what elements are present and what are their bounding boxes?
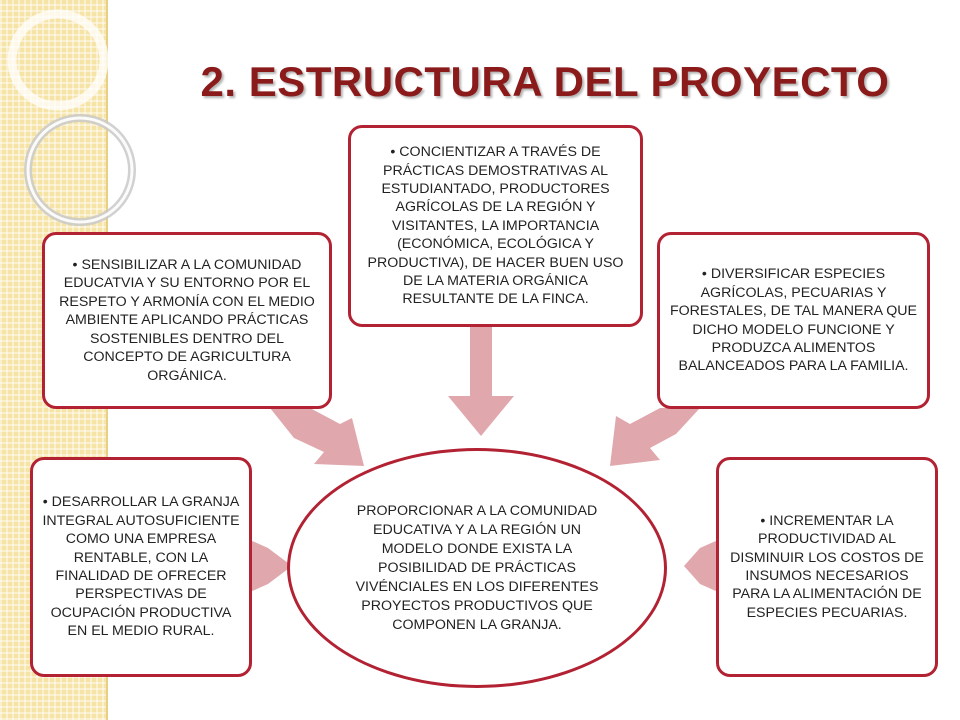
objective-text-upper-right: • DIVERSIFICAR ESPECIES AGRÍCOLAS, PECUARIAS Y FORESTALES, DE TAL MANERA QUE DICHO MODELO FUNCIONE Y PRODUZCA ALIMENTOS BALANCEADOS PARA LA FAMILIA. — [669, 266, 918, 375]
arrow-upper-left — [270, 408, 364, 466]
arrow-top — [448, 326, 514, 436]
objective-box-lower-left — [30, 457, 252, 677]
arrow-lower-right — [684, 540, 718, 592]
objective-box-upper-left — [42, 232, 332, 409]
arrow-lower-left — [250, 540, 292, 592]
slide-title: 2. ESTRUCTURA DEL PROYECTO — [200, 58, 890, 105]
objective-text-lower-right: • INCREMENTAR LA PRODUCTIVIDAD AL DISMINUIR LOS COSTOS DE INSUMOS NECESARIOS PARA LA ALIMENTACIÓN DE ESPECIES PECUARIAS. — [730, 512, 924, 621]
center-objective-ellipse — [287, 448, 667, 688]
objective-text-lower-left: • DESARROLLAR LA GRANJA INTEGRAL AUTOSUFICIENTE COMO UNA EMPRESA RENTABLE, CON LA FINALIDAD DE OFRECER PERSPECTIVAS DE OCUPACIÓN PRODUCTIVA EN EL MEDIO RURAL. — [42, 494, 240, 640]
objective-text-upper-left: • SENSIBILIZAR A LA COMUNIDAD EDUCATVIA Y SU ENTORNO POR EL RESPETO Y ARMONÍA CON EL MEDIO AMBIENTE APLICANDO PRÁCTICAS SOSTENIBLES DENTRO DEL CONCEPTO DE AGRICULTURA ORGÁNICA. — [59, 257, 315, 384]
arrow-upper-right — [610, 408, 700, 466]
objective-box-upper-right — [657, 232, 930, 409]
objective-box-lower-right — [716, 457, 938, 677]
center-objective-text: PROPORCIONAR A LA COMUNIDAD EDUCATIVA Y A LA REGIÓN UN MODELO DONDE EXISTA LA POSIBILIDAD DE PRÁCTICAS VIVÉNCIALES EN LOS DIFERENTES PROYECTOS PRODUCTIVOS QUE COMPONEN LA GRANJA. — [355, 502, 599, 633]
objective-text-top: • CONCIENTIZAR A TRAVÉS DE PRÁCTICAS DEMOSTRATIVAS AL ESTUDIANTADO, PRODUCTORES AGRÍCOLAS DE LA REGIÓN Y VISITANTES, LA IMPORTANCIA (ECONÓMICA, ECOLÓGICA Y PRODUCTIVA), DE HACER BUEN USO DE LA MATERIA ORGÁNICA RESULTANTE DE LA FINCA. — [367, 144, 624, 308]
objective-box-top — [348, 125, 643, 327]
